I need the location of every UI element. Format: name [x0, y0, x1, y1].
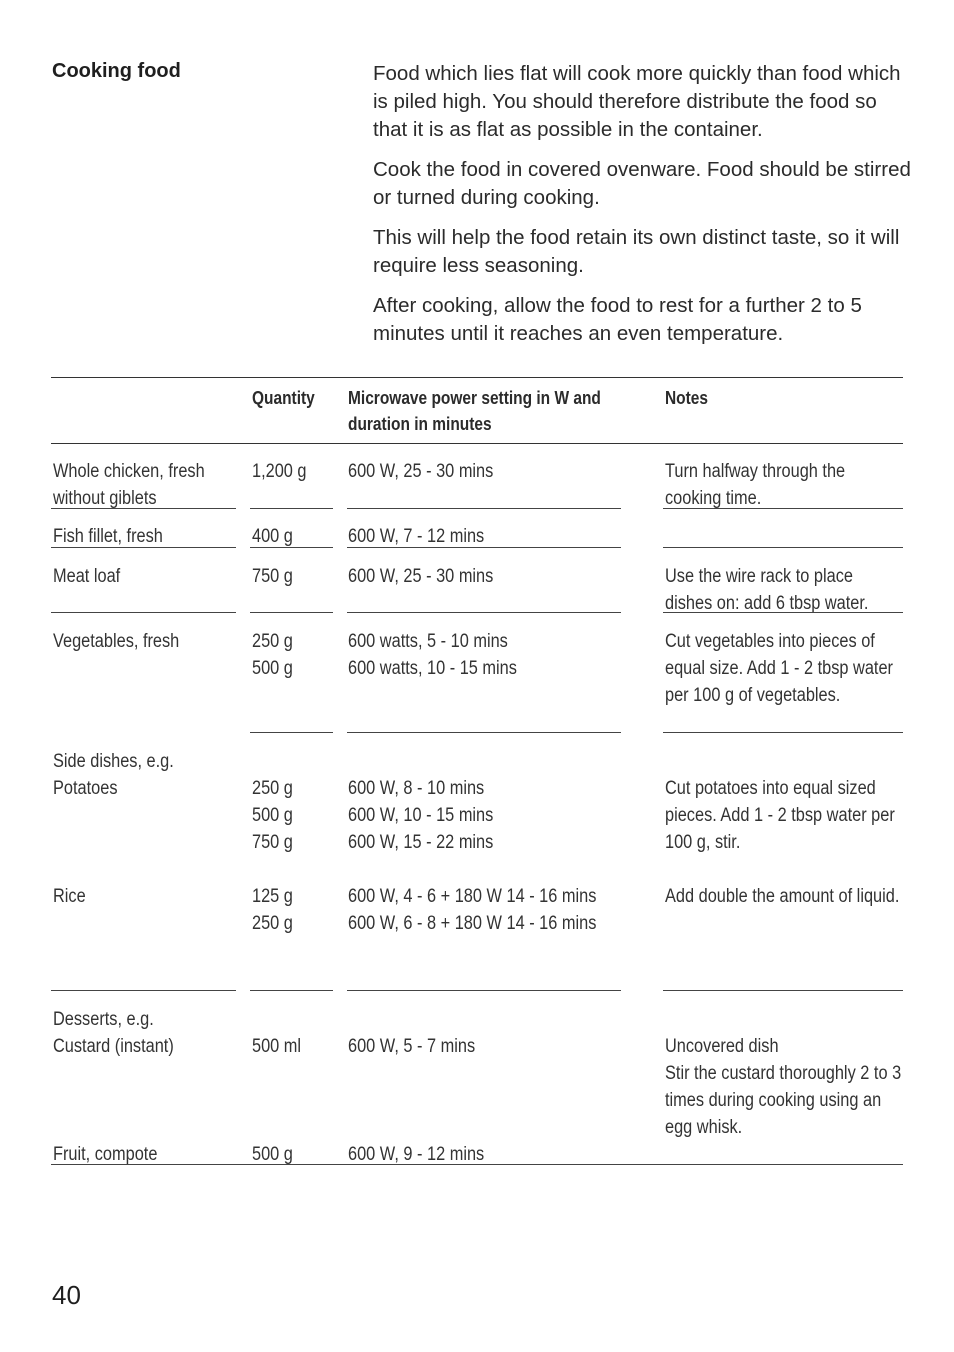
- cell-power: 600 W, 25 - 30 mins: [348, 461, 494, 482]
- cell-quantity: 1,200 g: [252, 461, 307, 482]
- row-divider: [51, 547, 236, 548]
- intro-paragraph: This will help the food retain its own distinct taste, so it will require less seasoning.: [373, 226, 900, 277]
- intro-paragraph: Food which lies flat will cook more quickly than food which is piled high. You should therefore distribute the food so that it is as flat as possible in the container.: [373, 62, 901, 141]
- row-divider: [250, 508, 333, 509]
- cell-notes: Cut potatoes into equal sized pieces. Add 1 - 2 tbsp water per 100 g, stir.: [665, 778, 895, 853]
- row-divider: [250, 547, 333, 548]
- cell-notes: Use the wire rack to place dishes on: add 6 tbsp water.: [665, 566, 869, 614]
- cell-notes: Uncovered dish Stir the custard thoroughly 2 to 3 times during cooking using an egg whisk.: [665, 1036, 902, 1138]
- row-divider: [347, 508, 621, 509]
- cell-item: Meat loaf: [53, 566, 121, 587]
- cell-notes: Turn halfway through the cooking time.: [665, 461, 850, 509]
- header-power: Microwave power setting in W and duration in minutes: [348, 388, 601, 434]
- header-quantity: Quantity: [252, 388, 315, 408]
- page-number: 40: [52, 1280, 81, 1310]
- row-divider: [663, 612, 903, 613]
- cell-item: Fruit, compote: [53, 1144, 158, 1165]
- row-divider: [347, 732, 621, 733]
- cell-quantity: 750 g: [252, 566, 293, 587]
- header-rule: [51, 443, 903, 444]
- row-divider: [51, 990, 236, 991]
- intro-text: [373, 60, 913, 360]
- row-divider: [663, 732, 903, 733]
- row-divider: [250, 990, 333, 991]
- cell-power: 600 W, 4 - 6 + 180 W 14 - 16 mins 600 W, 6 - 8 + 180 W 14 - 16 mins: [348, 886, 597, 934]
- cell-quantity: 500 g: [252, 1144, 293, 1165]
- cell-quantity: 250 g 500 g: [252, 631, 293, 679]
- row-divider: [250, 612, 333, 613]
- cell-notes: Cut vegetables into pieces of equal size. Add 1 - 2 tbsp water per 100 g of vegetables.: [665, 631, 898, 706]
- row-divider: [250, 732, 333, 733]
- row-divider: [51, 508, 236, 509]
- cell-item: Vegetables, fresh: [53, 631, 180, 652]
- cell-item: Side dishes, e.g. Potatoes: [53, 751, 174, 799]
- cell-power: 600 W, 9 - 12 mins: [348, 1144, 485, 1165]
- cell-quantity: 400 g: [252, 526, 293, 547]
- table-top-rule: [51, 377, 903, 378]
- cell-notes: Add double the amount of liquid.: [665, 886, 900, 907]
- section-heading: Cooking food: [52, 60, 181, 82]
- cell-power: 600 W, 5 - 7 mins: [348, 1036, 476, 1057]
- cell-power: 600 watts, 5 - 10 mins 600 watts, 10 - 15 mins: [348, 631, 517, 679]
- table-bottom-rule: [51, 1164, 903, 1165]
- row-divider: [347, 990, 621, 991]
- row-divider: [663, 990, 903, 991]
- intro-paragraph: Cook the food in covered ovenware. Food should be stirred or turned during cooking.: [373, 158, 911, 209]
- cell-item: Fish fillet, fresh: [53, 526, 163, 547]
- cell-power: 600 W, 7 - 12 mins: [348, 526, 485, 547]
- row-divider: [663, 547, 903, 548]
- cell-quantity: 500 ml: [252, 1036, 302, 1057]
- cell-item: Whole chicken, fresh without giblets: [53, 461, 210, 509]
- cell-quantity: 125 g 250 g: [252, 886, 293, 934]
- row-divider: [347, 612, 621, 613]
- cell-item: Rice: [53, 886, 86, 907]
- cell-power: 600 W, 8 - 10 mins 600 W, 10 - 15 mins 600 W, 15 - 22 mins: [348, 778, 494, 853]
- intro-paragraph: After cooking, allow the food to rest for a further 2 to 5 minutes until it reaches an even temperature.: [373, 294, 862, 345]
- cell-item: Desserts, e.g. Custard (instant): [53, 1009, 174, 1057]
- row-divider: [347, 547, 621, 548]
- cell-power: 600 W, 25 - 30 mins: [348, 566, 494, 587]
- cell-quantity: 250 g 500 g 750 g: [252, 778, 293, 853]
- row-divider: [51, 612, 236, 613]
- header-notes: Notes: [665, 388, 709, 408]
- row-divider: [663, 508, 903, 509]
